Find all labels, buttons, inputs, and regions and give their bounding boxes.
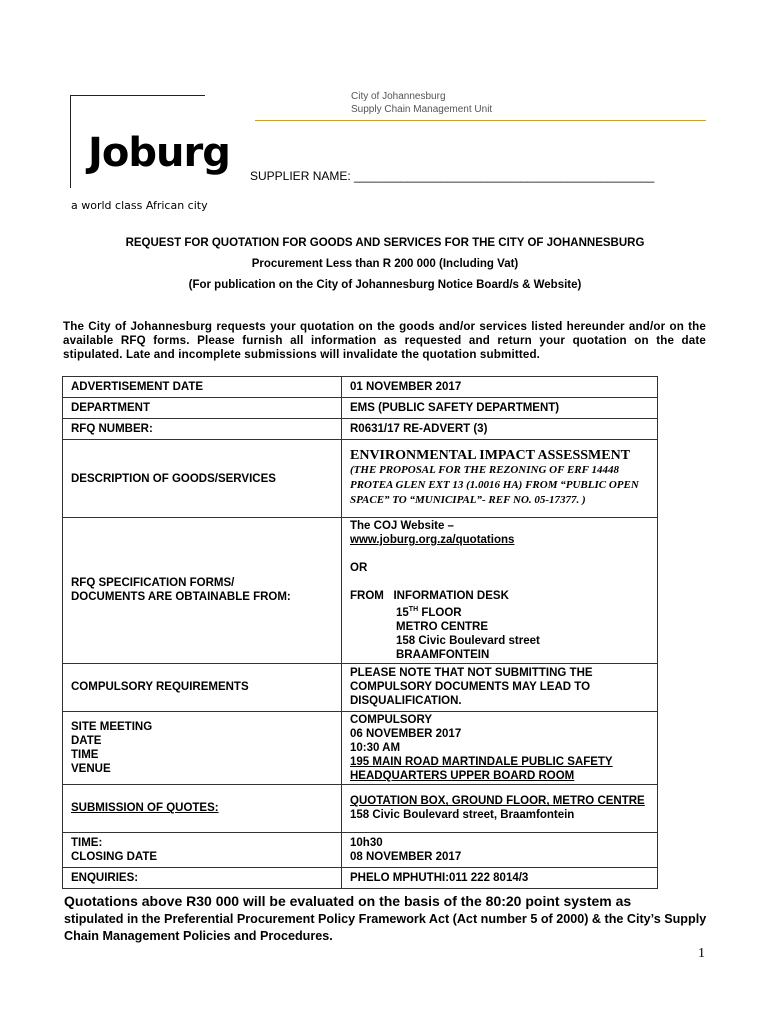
label-compulsory: COMPULSORY REQUIREMENTS [63,663,342,711]
table-row [63,867,658,888]
evaluation-note [64,893,714,945]
forms-centre: METRO CENTRE [396,620,488,633]
evaluation-note-line1: Quotations above R30 000 will be evaluated on the basis of the 80:20 point system as [64,893,632,909]
forms-street: 158 Civic Boulevard street [396,634,540,647]
org-name: City of Johannesburg [351,91,446,102]
table-row [63,663,658,711]
label-forms [63,518,342,664]
value-description [342,440,658,518]
unit-name: Supply Chain Management Unit [351,104,493,115]
value-department: EMS (PUBLIC SAFETY DEPARTMENT) [342,398,658,419]
forms-desk-line: FROM INFORMATION DESK [350,590,509,602]
value-site-meeting: COMPULSORY 06 NOVEMBER 2017 10:30 AM 195 MAIN ROAD MARTINDALE PUBLIC SAFETY HEADQUARTERS UPPER BOARD ROOM [342,711,658,784]
table-row [63,419,658,440]
rfq-table [62,376,658,889]
label-enquiries: ENQUIRIES: [63,867,342,888]
label-site-meeting: SITE MEETING DATE TIME VENUE [63,711,342,784]
joburg-logo: Joburg [88,130,230,176]
label-rfq-number: RFQ NUMBER: [63,419,342,440]
table-row [63,832,658,867]
table-row [63,440,658,518]
description-detail: (THE PROPOSAL FOR THE REZONING OF ERF 14448 PROTEA GLEN EXT 13 (1.0016 HA) FROM “PUBLIC OPEN SPACE” TO “MUNICIPAL”- REF NO. 05-17377. ) [350,464,639,506]
value-advert: 01 NOVEMBER 2017 [342,377,658,398]
label-advert: ADVERTISEMENT DATE [63,377,342,398]
forms-city: BRAAMFONTEIN [396,648,490,661]
page-subtitle: Procurement Less than R 200 000 (Including Vat) [251,258,519,270]
page-number: 1 [698,946,705,961]
supplier-name-field: SUPPLIER NAME: _____________________________________________ [250,169,655,183]
forms-website: The COJ Website – [350,520,454,532]
table-row [63,518,658,664]
table-row [63,784,658,832]
evaluation-note-line2: stipulated in the Preferential Procurement Policy Framework Act (Act number 5 of 2000) & the City’s Supply Chain Management Policies and Procedures. [64,912,707,943]
label-description: DESCRIPTION OF GOODS/SERVICES [63,440,342,518]
value-enquiries: PHELO MPHUTHI:011 222 8014/3 [342,867,658,888]
logo-tagline: a world class African city [71,199,208,212]
label-submission: SUBMISSION OF QUOTES: [63,784,342,832]
value-forms [342,518,658,664]
label-closing: TIME: CLOSING DATE [63,832,342,867]
table-row [63,398,658,419]
description-title: ENVIRONMENTAL IMPACT ASSESSMENT [350,448,631,463]
table-row [63,711,658,784]
label-forms-line2: DOCUMENTS ARE OBTAINABLE FROM: [71,591,291,604]
label-department: DEPARTMENT [63,398,342,419]
page-title: REQUEST FOR QUOTATION FOR GOODS AND SERVICES FOR THE CITY OF JOHANNESBURG [125,237,645,249]
value-closing: 10h30 08 NOVEMBER 2017 [342,832,658,867]
publication-note: (For publication on the City of Johannesburg Notice Board/s & Website) [188,279,582,291]
header-divider [255,120,706,121]
value-compulsory: PLEASE NOTE THAT NOT SUBMITTING THE COMPULSORY DOCUMENTS MAY LEAD TO DISQUALIFICATION. [342,663,658,711]
value-rfq-number: R0631/17 RE-ADVERT (3) [342,419,658,440]
forms-floor: 15TH FLOOR [396,606,462,619]
quotations-link[interactable]: www.joburg.org.za/quotations [350,534,515,546]
intro-paragraph: The City of Johannesburg requests your quotation on the goods and/or services listed hereunder and/or on the available RFQ forms. Please furnish all information as requested and return your quotation on the date stipulated. Late and incomplete submissions will invalidate the quotation submitted. [63,320,706,361]
label-forms-line1: RFQ SPECIFICATION FORMS/ [71,577,235,590]
value-submission: QUOTATION BOX, GROUND FLOOR, METRO CENTRE 158 Civic Boulevard street, Braamfontein [342,784,658,832]
forms-or: OR [350,562,368,574]
table-row [63,377,658,398]
